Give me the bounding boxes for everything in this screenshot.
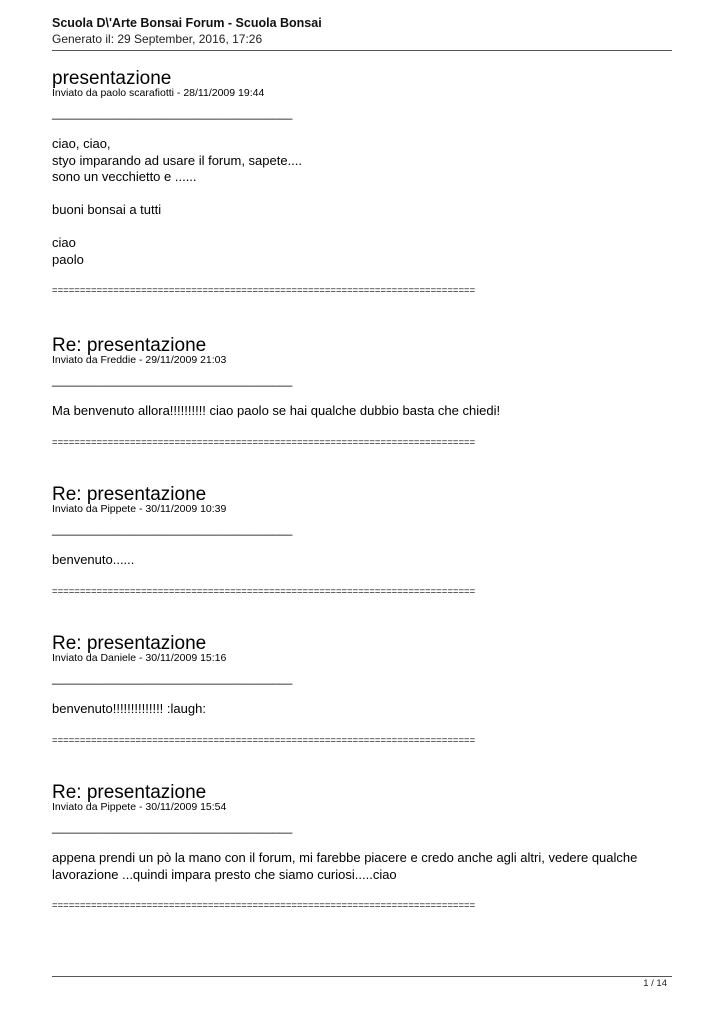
post-title: Re: presentazione [52,633,207,654]
post-underscore-line: ____________________________________ [52,671,293,685]
post-title: presentazione [52,68,172,89]
post-meta: Inviato da paolo scarafiotti - 28/11/2009 19:44 [52,87,265,99]
post-title: Re: presentazione [52,484,207,505]
post-body-line: buoni bonsai a tutti [52,202,162,217]
post-body [52,701,672,718]
header-rule [52,50,672,51]
post-meta: Inviato da Pippete - 30/11/2009 10:39 [52,503,227,515]
post-underscore-line: ____________________________________ [52,820,293,834]
post-body-line [52,219,672,236]
post-body-line: sono un vecchietto e ...... [52,169,197,184]
post-separator: ============================================================================ [52,900,476,911]
post-title: Re: presentazione [52,335,207,356]
post-body-line: Ma benvenuto allora!!!!!!!!!! ciao paolo se hai qualche dubbio basta che chiedi! [52,403,501,418]
page-header [52,15,672,47]
post-meta: Inviato da Freddie - 29/11/2009 21:03 [52,354,227,366]
site-title: Scuola D\'Arte Bonsai Forum - Scuola Bonsai [52,16,322,30]
forum-post [52,336,672,449]
post-meta: Inviato da Pippete - 30/11/2009 15:54 [52,801,227,813]
forum-post [52,783,672,912]
post-separator: ============================================================================ [52,585,476,597]
post-separator: ============================================================================ [52,436,476,448]
post-body-line: ciao, ciao, [52,136,111,151]
post-separator: ============================================================================ [52,285,476,296]
post-body-line: styo imparando ad usare il forum, sapete.... [52,152,303,168]
post-body [52,552,672,569]
footer-rule [52,976,672,977]
post-underscore-line: ____________________________________ [52,522,293,536]
forum-post [52,634,672,747]
post-body-line [52,186,672,203]
generated-date: Generato il: 29 September, 2016, 17:26 [52,32,263,46]
post-body-line: lavorazione ...quindi impara presto che siamo curiosi.....ciao [52,866,397,882]
forum-post [52,69,672,297]
post-body [52,850,672,883]
post-body-line: appena prendi un pò la mano con il forum, mi farebbe piacere e credo anche agli altri, vedere qualche [52,850,638,865]
post-body-line: ciao [52,235,76,250]
page-number: 1 / 14 [643,978,667,989]
post-body [52,403,672,420]
post-body-line: paolo [52,251,84,267]
post-meta: Inviato da Daniele - 30/11/2009 15:16 [52,652,227,664]
post-separator: ============================================================================ [52,734,476,746]
post-body [52,136,672,268]
post-underscore-line: ____________________________________ [52,106,293,120]
forum-post [52,485,672,598]
post-underscore-line: ____________________________________ [52,373,293,387]
post-title: Re: presentazione [52,782,207,803]
post-body-line: benvenuto!!!!!!!!!!!!!! :laugh: [52,701,206,716]
post-body-line: benvenuto...... [52,552,135,567]
